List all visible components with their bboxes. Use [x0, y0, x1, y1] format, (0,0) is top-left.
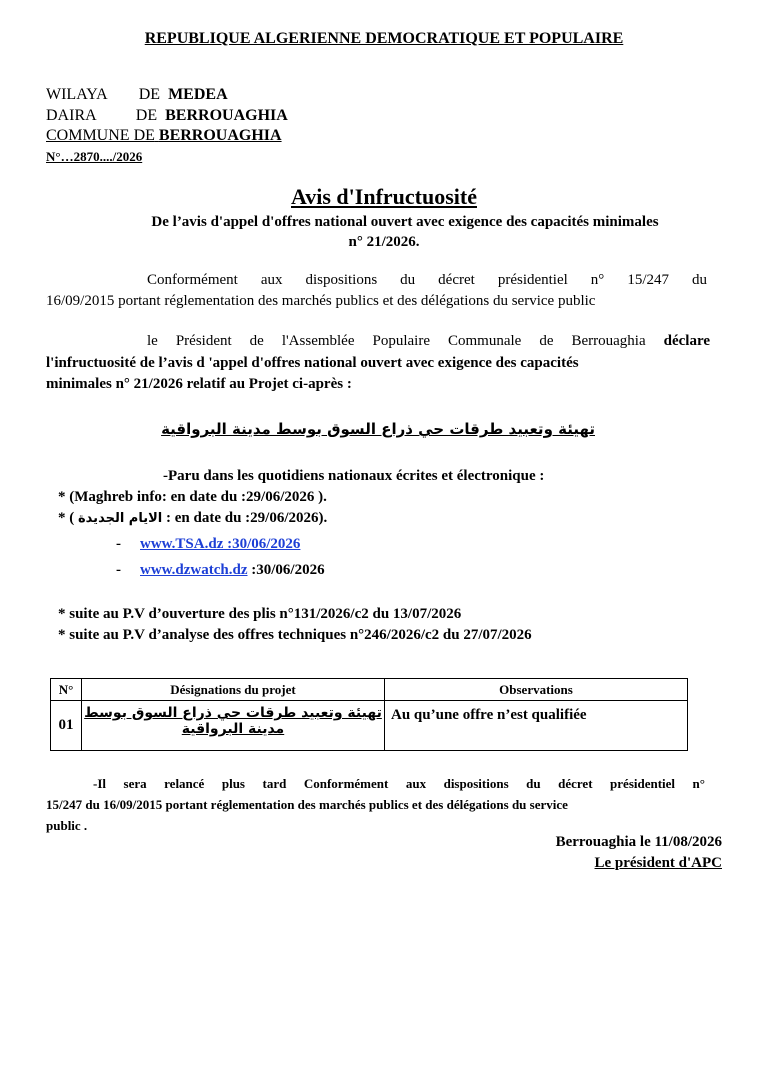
declaration-line-2: l'infructuosité de l’avis d 'appel d'offres national ouvert avec exigence des capacités [46, 355, 579, 371]
declaration-normal-text: le Président de l'Assemblée Populaire Communale de Berrouaghia [147, 333, 646, 349]
publication-heading: -Paru dans les quotidiens nationaux écrites et électronique : [163, 468, 545, 484]
declaration-line-3: minimales n° 21/2026 relatif au Projet ci-après : [46, 376, 352, 392]
publication-bullet-1: - [116, 536, 121, 552]
daira-value: BERROUAGHIA [165, 107, 288, 124]
republic-header: REPUBLIQUE ALGERIENNE DEMOCRATIQUE ET POPULAIRE [144, 30, 624, 47]
signature-role: Le président d'APC [594, 855, 722, 871]
closing-line-2: 15/247 du 16/09/2015 portant réglementation des marchés publics et des délégations du service [46, 797, 568, 812]
legal-basis-line-2: 16/09/2015 portant réglementation des marchés publics et des délégations du service public [46, 293, 596, 309]
table-header-designation: Désignations du projet [82, 679, 385, 701]
wilaya-label: WILAYA DE [46, 86, 161, 103]
subtitle-line-1: De l’avis d'appel d'offres national ouvert avec exigence des capacités minimales [151, 214, 659, 230]
publication-ayam-jadida [58, 510, 327, 527]
pv-opening: * suite au P.V d’ouverture des plis n°131/2026/c2 du 13/07/2026 [58, 606, 462, 622]
publication-dzwatch [140, 562, 325, 579]
row-designation [82, 701, 385, 751]
closing-line-1: -Il sera relancé plus tard Conformément aux dispositions du décret présidentiel n° [93, 776, 705, 791]
table-row [51, 701, 688, 751]
wilaya-line [46, 86, 228, 104]
row-designation-line-1: تهيئة وتعبيد طرقات حي ذراع السوق بوسط [84, 705, 382, 721]
commune-label: COMMUNE DE [46, 127, 155, 144]
pv-analysis: * suite au P.V d’analyse des offres techniques n°246/2026/c2 du 27/07/2026 [58, 627, 532, 643]
publication-bullet-2: - [116, 562, 121, 578]
row-observation: Au qu’une offre n’est qualifiée [385, 701, 688, 751]
wilaya-value: MEDEA [168, 86, 228, 103]
signature-place-date: Berrouaghia le 11/08/2026 [555, 834, 722, 850]
legal-basis-line-1: Conformément aux dispositions du décret présidentiel n° 15/247 du [147, 272, 707, 288]
publication-link-dzwatch[interactable]: www.dzwatch.dz [140, 562, 248, 578]
publication-dzwatch-date: :30/06/2026 [251, 562, 325, 578]
declaration-bold-start: déclare [663, 333, 711, 349]
daira-label: DAIRA DE [46, 107, 158, 124]
publication-item2-prefix: * ( [58, 510, 75, 526]
publication-maghreb-info: * (Maghreb info: en date du :29/06/2026 ). [58, 489, 327, 505]
publication-link-tsa[interactable]: www.TSA.dz :30/06/2026 [140, 536, 301, 552]
commune-line [46, 127, 282, 145]
row-designation-line-2: مدينة البرواقية [181, 721, 285, 737]
reference-number: N°…2870..../2026 [46, 149, 143, 164]
table-header-number: N° [51, 679, 82, 701]
table-header-row [51, 679, 688, 701]
project-table [50, 678, 688, 751]
publication-item2-suffix: : en date du :29/06/2026). [165, 510, 328, 526]
closing-line-3: public . [46, 818, 88, 833]
document-title: Avis d'Infructuosité [291, 184, 477, 209]
publication-item2-arabic: الايام الجديدة [78, 511, 163, 526]
project-title-arabic: تهيئة وتعبيد طرقات حي ذراع السوق بوسط مدينة البرواقية [161, 420, 595, 438]
subtitle-line-2: n° 21/2026. [348, 234, 420, 250]
daira-line [46, 107, 288, 125]
declaration-line-1 [147, 333, 710, 350]
commune-value: BERROUAGHIA [158, 127, 282, 144]
row-number: 01 [51, 701, 82, 751]
table-header-observations: Observations [385, 679, 688, 701]
